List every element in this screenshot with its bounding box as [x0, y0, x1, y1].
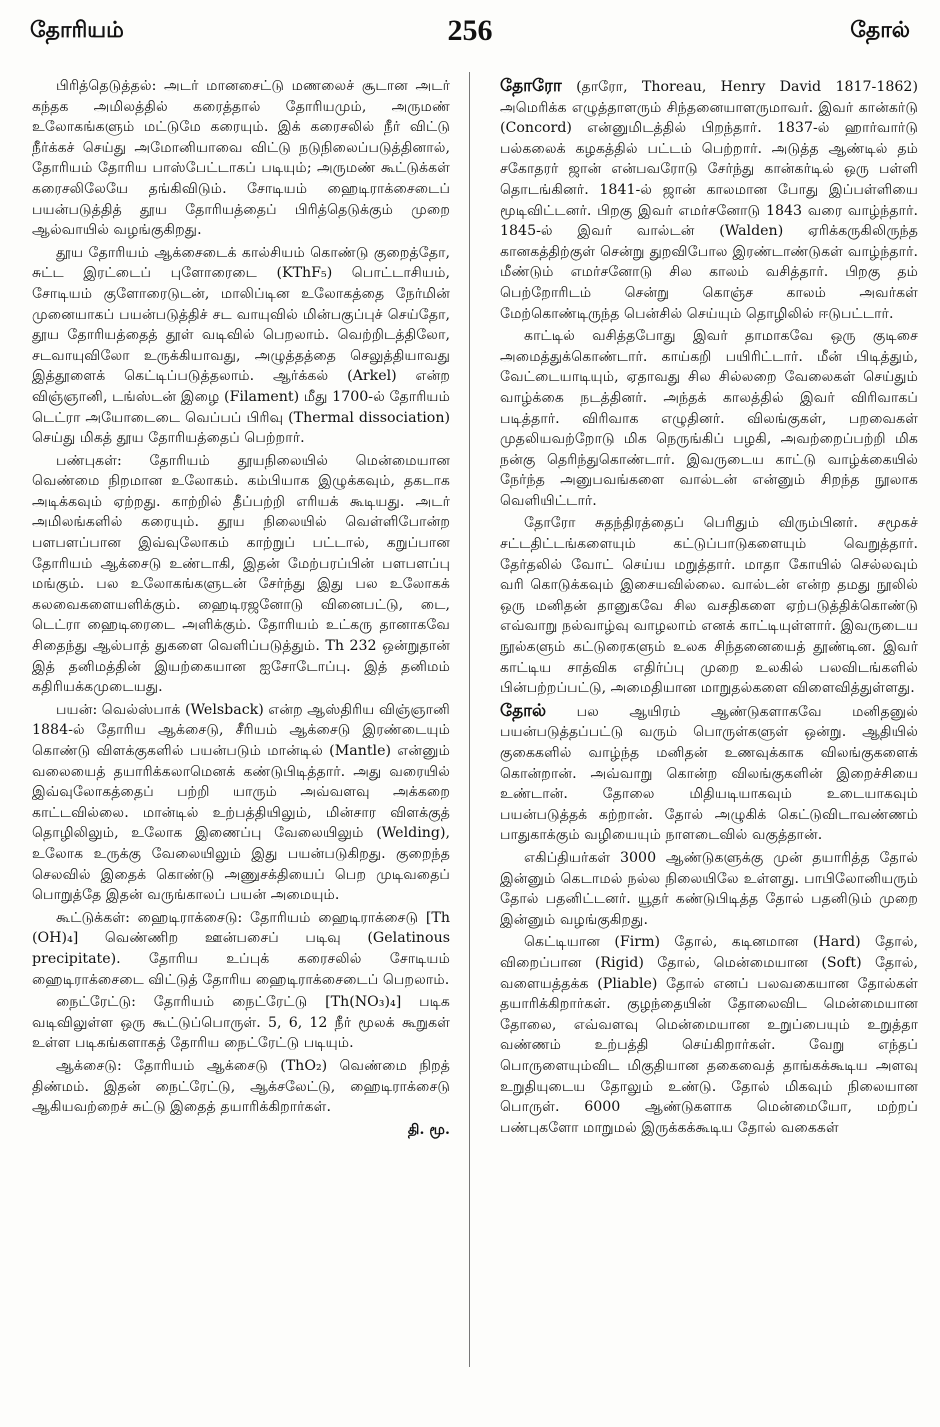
entry-leather-text: பல ஆயிரம் ஆண்டுகளாகவே மனிதனுல் பயன்படுத்தப்பட்டு வரும் பொருள்களுள் ஒன்று. ஆதியில் குகைகளில் வாழ்ந்த மனிதன் உணவுக்காக விலங்குகளைக் கொன்றான். அவ்வாறு கொன்ற விலங்குகளின் இறைச்சியை உண்டான். தோலை மிதியடியாகவும் உடையாகவும் பயன்படுத்தக் கற்றான். தோல் அழுகிக் கெட்டுவிடாவண்ணம் பாதுகாக்கும் வழியையும் நாளடைவில் வகுத்தான்.	[500, 703, 918, 844]
entry-thoreau	[500, 76, 918, 324]
paragraph-nitrate: நைட்ரேட்டு: தோரியம் நைட்ரேட்டு [Th(NO₃)₄] படிக வடிவிலுள்ள ஒரு கூட்டுப்பொருள். 5, 6, 12 நீர் மூலக் கூறுகள் உள்ள படிகங்களாகத் தோரிய நைட்ரேட்டு படியும்.	[32, 994, 450, 1052]
paragraph-hydroxide: கூட்டுக்கள்: ஹைடிராக்சைடு: தோரியம் ஹைடிராக்சைடு [Th (OH)₄] வெண்ணிற ஊன்பசைப் படிவு (Gelatinous precipitate). தோரிய உப்புக் கரைசலில் சோடியம் ஹைடிராக்சைடை விட்டுத் தோரிய ஹைடிராக்சைடைப் பெறலாம்.	[32, 909, 450, 988]
running-head-right: தோல்	[850, 18, 910, 43]
running-head-left: தோரியம்	[30, 18, 124, 43]
column-divider	[469, 72, 470, 1367]
right-column	[500, 76, 918, 1140]
page-number: 256	[447, 14, 493, 47]
paragraph-uses: பயன்: வெல்ஸ்பாக் (Welsback) என்ற ஆஸ்திரிய விஞ்ஞானி 1884-ல் தோரிய ஆக்சைடு, சீரியம் ஆக்சைடு இரண்டையும் கொண்டு விளக்குகளில் பயன்படும் மான்டில் (Mantle) என்னும் வலையைத் தயாரிக்கலாமெனக் கண்டுபிடித்தார். அது வரையில் இவ்வுலோகத்தைப் பற்றி யாரும் அவ்வளவு அக்கறை காட்டவில்லை. மான்டில் உற்பத்தியிலும், மின்சார விளக்குத் தொழிலிலும், உலோக இணைப்பு வேலையிலும் (Welding), உலோக உருக்கு வேலையிலும் இது பயன்படுகிறது. குறைந்த செலவில் இதைக் கொண்டு அணுசக்தியைப் பெற முடிவதைப் பொறுத்தே இதன் வருங்காலப் பயன் அமையும்.	[32, 701, 450, 904]
entry-term-leather: தோல்	[500, 700, 547, 721]
paragraph-extraction: பிரித்தெடுத்தல்: அடர் மானசைட்டு மணலைச் சூடான அடர் கந்தக அமிலத்தில் கரைத்தால் தோரியமும், அருமண் உலோகங்களும் மட்டுமே கரையும். இக் கரைசலில் நீர் விட்டு நீர்க்கச் செய்து அமோனியாவை விட்டு நடுநிலைப்படுத்தினால், தோரியம் தோரிய பாஸ்பேட்டாகப் படியும்; அருமண் கூட்டுக்கள் கரைசலிலேயே தங்கிவிடும். சோடியம் ஹைடிராக்சைடைப் பயன்படுத்தித் தூய தோரியத்தைப் பிரித்தெடுக்கும் முறை ஆல்வாயில் வழங்குகிறது.	[32, 78, 450, 239]
paragraph-thoreau-freedom: தோரோ சுதந்திரத்தைப் பெரிதும் விரும்பினர். சமூகச் சட்டதிட்டங்களையும் கட்டுப்பாடுகளையும் வெறுத்தார். தேர்தலில் வோட் செய்ய மறுத்தார். மாதா கோயில் செல்லவும் வரி கொடுக்கவும் இசையவில்லை. வால்டன் என்ற தமது நூலில் ஒரு மனிதன் தானுகவே சில வசதிகளை ஏற்படுத்திக்கொண்டு எவ்வாறு நல்வாழ்வு வாழலாம் எனக் காட்டியுள்ளார். இவருடைய நூல்களும் கட்டுரைகளும் உலக சிந்தனையைத் தூண்டின. இவர் காட்டிய சாத்விக எதிர்ப்பு முறை உலகில் பலவிடங்களில் பின்பற்றப்பட்டு, அமைதியான மாறுதல்களை விளைவித்துள்ளது.	[500, 515, 918, 697]
paragraph-pure-thorium: தூய தோரியம் ஆக்சைடைக் கால்சியம் கொண்டு குறைத்தோ, சுட்ட இரட்டைப் புளோரைடை (KThF₅) பொட்டாசியம், சோடியம் குளோரைடுடன், மாலிப்டின உலோகத்தை நேர்மின் முனையாகப் பயன்படுத்திச் சட வாயுவில் மின்பகுப்புச் செய்தோ, தூய தோரியத்தைத் தூள் வடிவில் பெறலாம். வெற்றிடத்திலோ, சடவாயுவிலோ உருக்கியாவது, அழுத்தத்தை செலுத்தியாவது இத்தூளைக் கெட்டிப்படுத்தலாம். ஆர்க்கல் (Arkel) என்ற விஞ்ஞானி, டங்ஸ்டன் இழை (Filament) மீது 1700-ல் தோரியம் டெட்ரா அயோடைடை வெப்பப் பிரிவு (Thermal dissociation) செய்து மிகத் தூய தோரியத்தைப் பெற்றார்.	[32, 244, 450, 447]
paragraph-oxide: ஆக்சைடு: தோரியம் ஆக்சைடு (ThO₂) வெண்மை நிறத் திண்மம். இதன் நைட்ரேட்டு, ஆக்சலேட்டு, ஹைடிராக்சைடு ஆகியவற்றைச் சுட்டு இதைத் தயாரிக்கிறார்கள்.	[32, 1057, 450, 1116]
left-column	[32, 76, 450, 1140]
paragraph-properties: பண்புகள்: தோரியம் தூயநிலையில் மென்மையான வெண்மை நிறமான உலோகம். கம்பியாக இழுக்கவும், தகடாக அடிக்கவும் ஏற்றது. காற்றில் தீப்பற்றி எரியக் கூடியது. அடர் அமிலங்களில் கரையும். தூய நிலையில் வெள்ளிபோன்ற பளபளப்பான இவ்வுலோகம் காற்றுப் பட்டால், கறுப்பான தோரியம் ஆக்சைடு உண்டாகி, இதன் மேற்பரப்பின் பளபளப்பு மங்கும். பல உலோகங்களுடன் சேர்ந்து இது பல உலோகக் கலவைகளையளிக்கும். ஹைடிரஜனோடு வினைபட்டு, டை, டெட்ரா ஹைடிரைடை அளிக்கும். தோரியம் உட்கரு தானாகவே சிதைந்து ஆல்பாத் துகளை வெளிப்படுத்தும். Th 232 ஒன்றுதான் இத் தனிமத்தின் இயற்கையான ஐசோடோப்பு. இத் தனிமம் கதிரியக்கமுடையது.	[32, 452, 450, 696]
paragraph-leather-types: கெட்டியான (Firm) தோல், கடினமான (Hard) தோல், விறைப்பான (Rigid) தோல், மென்மையான (Soft) தோல், வளையத்தக்க (Pliable) தோல் எனப் பலவகையான தோல்கள் தயாரிக்கிறார்கள். குழந்தையின் தோலைவிட மென்மையான தோலை, எவ்வளவு மென்மையான உறுப்பையும் உறுத்தா வண்ணம் உற்பத்தி செய்கிறார்கள். வேறு எந்தப் பொருளையும்விட மிகுதியான தகைவைத் தாங்கக்கூடிய அளவு உறுதியுடைய தோலும் உண்டு. தோல் மிகவும் நிலையான பொருள். 6000 ஆண்டுகளாக மென்மையோ, மற்றப் பண்புகளோ மாறுமல் இருக்கக்கூடிய தோல் வகைகள்	[500, 934, 918, 1136]
entry-leather	[500, 701, 918, 846]
entry-thoreau-text: (தாரோ, Thoreau, Henry David 1817-1862) அமெரிக்க எழுத்தாளரும் சிந்தனையாளருமாவர். இவர் கான்கர்டு (Concord) என்னுமிடத்தில் பிறந்தார். 1837-ல் ஹார்வார்டு பல்கலைக் கழகத்தில் பட்டம் பெற்றார். அடுத்த ஆண்டில் தம் சகோதரர் ஜான் என்பவரோடு சேர்ந்து கான்கர்டில் ஒரு பள்ளி தொடங்கினர். 1841-ல் ஜான் காலமான போது இப்பள்ளியை மூடிவிட்டனர். பிறகு இவர் எமர்சனோடு 1843 வரை வாழ்ந்தார். 1845-ல் இவர் வால்டன் (Walden) ஏரிக்கருகிலிருந்த கானகத்திற்குள் சென்று துறவிபோல இரண்டாண்டுகள் வாழ்ந்தார். மீண்டும் எமர்சனோடு சில காலம் வசித்தார். பிறகு தம் பெற்றோரிடம் சென்று கொஞ்ச காலம் அவர்கள் மேற்கொண்டிருந்த பென்சில் செய்யும் தொழிலில் ஈடுபட்டார்.	[500, 79, 918, 322]
paragraph-leather-history: எகிப்தியர்கள் 3000 ஆண்டுகளுக்கு முன் தயாரித்த தோல் இன்னும் கெடாமல் நல்ல நிலையிலே உள்ளது. பாபிலோனியரும் தோல் பதனிட்டனர். யூதர் கண்டுபிடித்த தோல் பதனிடும் முறை இன்னும் வழங்குகிறது.	[500, 849, 918, 928]
page-header	[30, 14, 910, 64]
entry-term-thoreau: தோரோ	[500, 76, 562, 96]
author-initials: தி. மூ.	[407, 1121, 450, 1138]
paragraph-thoreau-forest: காட்டில் வசித்தபோது இவர் தாமாகவே ஒரு குடிசை அமைத்துக்கொண்டார். காய்கறி பயிரிட்டார். மீன் பிடித்தும், வேட்டையாடியும், ஏதாவது சில சில்லறை வேலைகள் செய்தும் வாழ்க்கை நடத்தினர். அந்தக் காலத்தில் இவர் விரிவாகப் படித்தார். விரிவாக எழுதினர். விலங்குகள், பறவைகள் முதலியவற்றோடு மிக நெருங்கிப் பழகி, அவற்றைப்பற்றி மிக நன்கு தெரிந்துகொண்டார். இவருடைய காட்டு வாழ்க்கையில் நேர்ந்த அனுபவங்களை வால்டன் என்னும் சிறந்த நூலாக வெளியிட்டார்.	[500, 328, 918, 509]
